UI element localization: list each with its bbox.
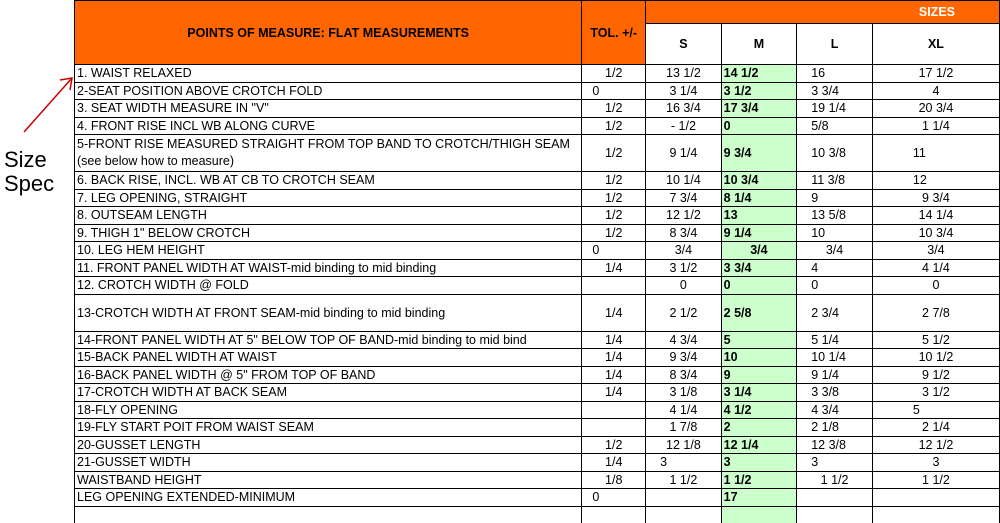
size-l-cell: 19 1/4	[797, 100, 873, 118]
size-xl-cell: 12	[872, 172, 999, 190]
measurement-table	[74, 0, 1000, 523]
size-m-cell: 9 1/4	[721, 224, 797, 242]
size-l-cell	[797, 489, 873, 507]
size-xl-cell	[872, 506, 999, 523]
pom-cell: 13-CROTCH WIDTH AT FRONT SEAM-mid binding to mid binding	[75, 294, 582, 331]
tol-cell: 1/2	[582, 100, 646, 118]
size-xl-cell: 5 1/2	[872, 331, 999, 349]
tol-cell: 1/2	[582, 224, 646, 242]
table-row	[75, 401, 1000, 419]
pom-cell: 9. THIGH 1" BELOW CROTCH	[75, 224, 582, 242]
size-l-header: L	[797, 24, 873, 65]
pom-cell: 19-FLY START POIT FROM WAIST SEAM	[75, 419, 582, 437]
table-row	[75, 82, 1000, 100]
pom-cell: 7. LEG OPENING, STRAIGHT	[75, 189, 582, 207]
tol-cell	[582, 419, 646, 437]
pom-cell: 11. FRONT PANEL WIDTH AT WAIST-mid binding to mid binding	[75, 259, 582, 277]
size-s-cell: 12 1/8	[646, 436, 722, 454]
tol-cell: 1/2	[582, 65, 646, 83]
table-row	[75, 207, 1000, 225]
tol-cell	[582, 401, 646, 419]
size-m-cell: 17 3/4	[721, 100, 797, 118]
pom-cell: 15-BACK PANEL WIDTH AT WAIST	[75, 349, 582, 367]
size-xl-cell: 11	[872, 135, 999, 172]
table-row	[75, 366, 1000, 384]
size-m-cell: 10	[721, 349, 797, 367]
tol-cell: 0	[582, 82, 646, 100]
size-m-cell: 10 3/4	[721, 172, 797, 190]
size-m-cell: 1 1/2	[721, 471, 797, 489]
size-s-cell: 4 3/4	[646, 331, 722, 349]
pom-cell: LEG OPENING EXTENDED-MINIMUM	[75, 489, 582, 507]
pom-cell: 1. WAIST RELAXED	[75, 65, 582, 83]
size-xl-cell: 17 1/2	[872, 65, 999, 83]
size-l-cell: 3	[797, 454, 873, 472]
size-s-cell: 7 3/4	[646, 189, 722, 207]
size-m-cell: 9 3/4	[721, 135, 797, 172]
size-s-cell: 10 1/4	[646, 172, 722, 190]
size-xl-cell: 4	[872, 82, 999, 100]
size-s-cell: 0	[646, 277, 722, 295]
size-xl-cell: 14 1/4	[872, 207, 999, 225]
size-xl-cell: 3/4	[872, 242, 999, 260]
size-m-cell: 17	[721, 489, 797, 507]
tol-cell: 1/8	[582, 471, 646, 489]
table-row	[75, 384, 1000, 402]
size-m-cell: 3 1/4	[721, 384, 797, 402]
size-xl-cell: 20 3/4	[872, 100, 999, 118]
size-l-cell: 2 3/4	[797, 294, 873, 331]
size-m-cell: 3 1/2	[721, 82, 797, 100]
size-l-cell: 10	[797, 224, 873, 242]
table-row	[75, 135, 1000, 172]
tol-cell: 1/4	[582, 454, 646, 472]
size-xl-header: XL	[872, 24, 999, 65]
size-l-cell: 10 1/4	[797, 349, 873, 367]
size-s-cell: 1 1/2	[646, 471, 722, 489]
size-l-cell: 3 3/8	[797, 384, 873, 402]
table-row	[75, 419, 1000, 437]
size-s-cell: 1 7/8	[646, 419, 722, 437]
size-s-cell: 13 1/2	[646, 65, 722, 83]
pom-cell: 5-FRONT RISE MEASURED STRAIGHT FROM TOP BAND TO CROTCH/THIGH SEAM (see below how to measure)	[75, 135, 582, 172]
pom-cell: 8. OUTSEAM LENGTH	[75, 207, 582, 225]
size-m-cell: 9	[721, 366, 797, 384]
tol-cell: 1/4	[582, 349, 646, 367]
size-m-cell	[721, 506, 797, 523]
size-l-cell: 2 1/8	[797, 419, 873, 437]
size-xl-cell: 1 1/4	[872, 117, 999, 135]
pom-cell: 17-CROTCH WIDTH AT BACK SEAM	[75, 384, 582, 402]
tolerance-header: TOL. +/-	[582, 1, 646, 65]
tol-cell: 1/4	[582, 384, 646, 402]
table-row	[75, 506, 1000, 523]
tol-cell: 1/4	[582, 366, 646, 384]
pom-cell	[75, 506, 582, 523]
size-s-cell: - 1/2	[646, 117, 722, 135]
tol-cell: 1/4	[582, 294, 646, 331]
tol-cell: 1/4	[582, 259, 646, 277]
tol-cell: 1/4	[582, 331, 646, 349]
table-row	[75, 489, 1000, 507]
size-s-cell	[646, 506, 722, 523]
size-m-cell: 2 5/8	[721, 294, 797, 331]
size-s-cell: 2 1/2	[646, 294, 722, 331]
table-row	[75, 224, 1000, 242]
size-s-cell: 3/4	[646, 242, 722, 260]
table-row	[75, 436, 1000, 454]
tol-cell: 0	[582, 489, 646, 507]
size-l-cell: 5/8	[797, 117, 873, 135]
size-xl-cell: 2 1/4	[872, 419, 999, 437]
size-xl-cell: 1 1/2	[872, 471, 999, 489]
size-m-cell: 8 1/4	[721, 189, 797, 207]
size-l-cell: 13 5/8	[797, 207, 873, 225]
pom-cell: 16-BACK PANEL WIDTH @ 5" FROM TOP OF BAND	[75, 366, 582, 384]
size-l-cell: 4 3/4	[797, 401, 873, 419]
table-row	[75, 349, 1000, 367]
pom-cell: 20-GUSSET LENGTH	[75, 436, 582, 454]
size-s-cell: 8 3/4	[646, 366, 722, 384]
tol-cell: 1/2	[582, 135, 646, 172]
size-xl-cell: 3	[872, 454, 999, 472]
size-s-cell: 9 1/4	[646, 135, 722, 172]
size-l-cell: 9 1/4	[797, 366, 873, 384]
size-s-cell: 16 3/4	[646, 100, 722, 118]
size-l-cell: 3/4	[797, 242, 873, 260]
size-m-cell: 12 1/4	[721, 436, 797, 454]
size-s-cell: 12 1/2	[646, 207, 722, 225]
size-xl-cell: 2 7/8	[872, 294, 999, 331]
size-xl-cell: 9 1/2	[872, 366, 999, 384]
size-xl-cell: 9 3/4	[872, 189, 999, 207]
size-l-cell: 11 3/8	[797, 172, 873, 190]
size-m-cell: 5	[721, 331, 797, 349]
table-row	[75, 331, 1000, 349]
size-s-cell: 3 1/8	[646, 384, 722, 402]
size-s-cell	[646, 489, 722, 507]
pom-cell: 4. FRONT RISE INCL WB ALONG CURVE	[75, 117, 582, 135]
size-l-cell: 3 3/4	[797, 82, 873, 100]
pom-cell: 18-FLY OPENING	[75, 401, 582, 419]
size-s-header: S	[646, 24, 722, 65]
size-s-cell: 3 1/4	[646, 82, 722, 100]
size-spec-line-1: Size	[4, 147, 47, 172]
size-xl-cell: 12 1/2	[872, 436, 999, 454]
size-m-header: M	[721, 24, 797, 65]
table-row	[75, 471, 1000, 489]
size-l-cell: 12 3/8	[797, 436, 873, 454]
size-l-cell: 9	[797, 189, 873, 207]
size-xl-cell: 10 3/4	[872, 224, 999, 242]
size-m-cell: 3	[721, 454, 797, 472]
sizes-header: SIZES	[646, 1, 1000, 24]
size-spec-annotation	[4, 148, 54, 196]
size-m-cell: 3 3/4	[721, 259, 797, 277]
size-m-cell: 13	[721, 207, 797, 225]
table-row	[75, 65, 1000, 83]
pom-cell: 6. BACK RISE, INCL. WB AT CB TO CROTCH SEAM	[75, 172, 582, 190]
size-s-cell: 8 3/4	[646, 224, 722, 242]
pom-cell: 2-SEAT POSITION ABOVE CROTCH FOLD	[75, 82, 582, 100]
table-row	[75, 172, 1000, 190]
tol-cell: 1/2	[582, 207, 646, 225]
pom-cell: 3. SEAT WIDTH MEASURE IN "V"	[75, 100, 582, 118]
size-spec-line-2: Spec	[4, 171, 55, 196]
tol-cell: 1/2	[582, 172, 646, 190]
size-xl-cell: 10 1/2	[872, 349, 999, 367]
pom-cell: 12. CROTCH WIDTH @ FOLD	[75, 277, 582, 295]
size-l-cell: 0	[797, 277, 873, 295]
size-xl-cell: 0	[872, 277, 999, 295]
size-m-cell: 2	[721, 419, 797, 437]
size-s-cell: 9 3/4	[646, 349, 722, 367]
tol-cell: 0	[582, 242, 646, 260]
pom-cell: 10. LEG HEM HEIGHT	[75, 242, 582, 260]
tol-cell	[582, 277, 646, 295]
table-row	[75, 100, 1000, 118]
table-row	[75, 294, 1000, 331]
tol-cell	[582, 506, 646, 523]
table-row	[75, 189, 1000, 207]
pom-cell: 21-GUSSET WIDTH	[75, 454, 582, 472]
size-xl-cell: 5	[872, 401, 999, 419]
table-row	[75, 454, 1000, 472]
size-xl-cell: 4 1/4	[872, 259, 999, 277]
tol-cell: 1/2	[582, 436, 646, 454]
size-m-cell: 4 1/2	[721, 401, 797, 419]
size-l-cell: 1 1/2	[797, 471, 873, 489]
tol-cell: 1/2	[582, 117, 646, 135]
size-m-cell: 0	[721, 117, 797, 135]
size-l-cell: 16	[797, 65, 873, 83]
size-l-cell: 10 3/8	[797, 135, 873, 172]
table-row	[75, 117, 1000, 135]
pom-cell: 14-FRONT PANEL WIDTH AT 5" BELOW TOP OF BAND-mid binding to mid bind	[75, 331, 582, 349]
size-m-cell: 3/4	[721, 242, 797, 260]
table-row	[75, 242, 1000, 260]
pom-cell: WAISTBAND HEIGHT	[75, 471, 582, 489]
table-row	[75, 259, 1000, 277]
size-m-cell: 14 1/2	[721, 65, 797, 83]
size-xl-cell	[872, 489, 999, 507]
size-xl-cell: 3 1/2	[872, 384, 999, 402]
size-l-cell	[797, 506, 873, 523]
size-l-cell: 5 1/4	[797, 331, 873, 349]
size-s-cell: 3 1/2	[646, 259, 722, 277]
table-row	[75, 277, 1000, 295]
size-m-cell: 0	[721, 277, 797, 295]
pom-header: POINTS OF MEASURE: FLAT MEASUREMENTS	[75, 1, 582, 65]
tol-cell: 1/2	[582, 189, 646, 207]
size-l-cell: 4	[797, 259, 873, 277]
size-s-cell: 3	[646, 454, 722, 472]
size-s-cell: 4 1/4	[646, 401, 722, 419]
